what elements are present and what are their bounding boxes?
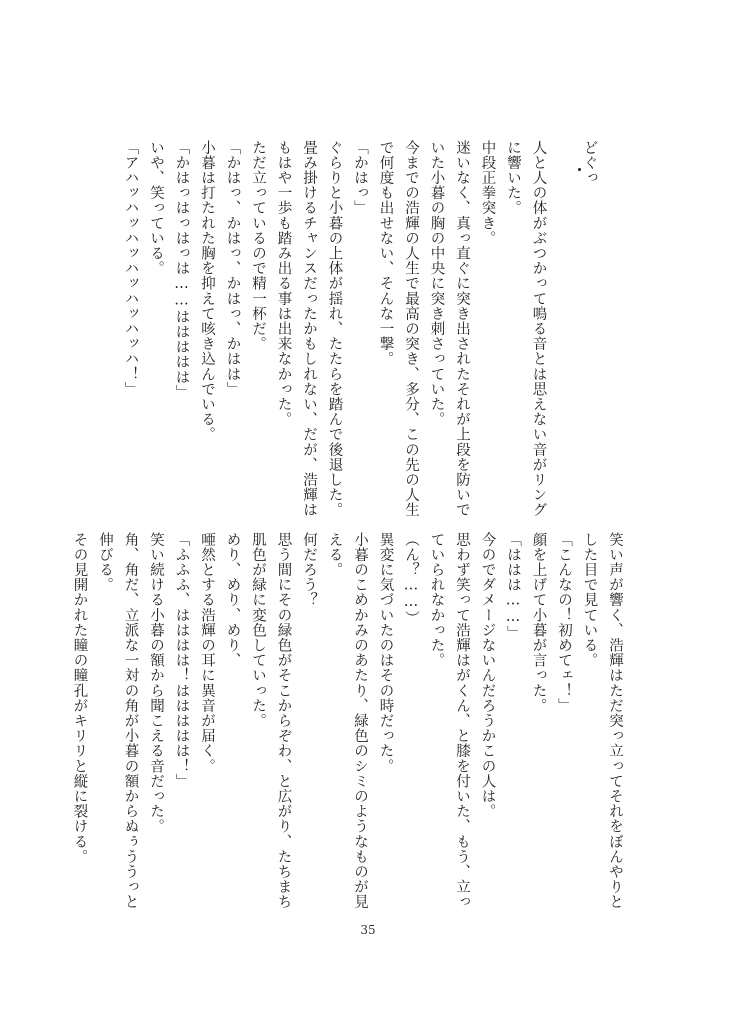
text-column: える。 — [326, 532, 343, 578]
text-column: した目で見ている。 — [581, 532, 598, 668]
text-column: 中段正拳突き。 — [479, 140, 496, 246]
text-column: 思わず笑って浩輝はがくん、と膝を付いた、もう、立っ — [454, 532, 470, 910]
text-column: いた小暮の胸の中央に突き刺さっていた。 — [428, 140, 445, 427]
text-column: どぐっ — [581, 140, 598, 186]
text-column: 「かはっ、かはっ、かはっ、かはは」 — [224, 140, 241, 397]
text-column: 角、角だ、立派な一対の角が小暮の額からぬぅううっと — [122, 532, 139, 910]
text-column: 「こんなの！初めてェ！」 — [556, 532, 572, 714]
text-column: で何度も出せない、そんな一撃。 — [377, 140, 394, 367]
text-column: 畳み掛けるチャンスだったかもしれない、だが、浩輝は — [301, 140, 317, 518]
text-column: ただ立っているので精一杯だ。 — [250, 140, 266, 352]
text-column: 今までの浩輝の人生で最高の突き、多分、この先の人生 — [403, 140, 419, 518]
text-column: 顔を上げて小暮が言った。 — [530, 532, 547, 714]
text-column: いや、笑っている。 — [148, 140, 164, 276]
text-column: に響いた。 — [505, 140, 521, 216]
lower-text-block — [63, 532, 624, 910]
text-column: 「アハッハッハッハッハッハッハ！」 — [122, 140, 139, 397]
text-column: その見開かれた瞳の瞳孔がキリリと縦に裂ける。 — [71, 532, 88, 865]
text-column: ていられなかった。 — [428, 532, 445, 668]
text-column: 唖然とする浩輝の耳に異音が届く。 — [199, 532, 215, 774]
text-column: 伸びる。 — [97, 532, 113, 593]
text-column: 笑い声が響く、浩輝はただ突っ立ってそれをぼんやりと — [607, 532, 623, 910]
text-column: 今のでダメージないんだろうかこの人は。 — [479, 532, 496, 819]
page-number: 35 — [360, 923, 376, 937]
text-column: 肌色が緑に変色していった。 — [250, 532, 266, 729]
text-column: 異変に気づいたのはその時だった。 — [377, 532, 394, 774]
text-column: 思う間にその緑色がそこからぞわ、と広がり、たちまち — [275, 532, 292, 910]
text-column: 「ははは……」 — [505, 532, 521, 641]
text-column: （ん？……） — [403, 532, 419, 626]
text-column: 小暮は打たれた胸を抑えて咳き込んでいる。 — [199, 140, 215, 442]
text-column: 「ふふふ、はははは！ははははは！」 — [173, 532, 190, 789]
text-column: ぐらりと小暮の上体が揺れ、たたらを踏んで後退した。 — [326, 140, 343, 518]
text-column: 笑い続ける小暮の額から聞こえる音だった。 — [148, 532, 164, 834]
text-column: 「かはっ」 — [352, 140, 368, 216]
text-column: 迷いなく、真っ直ぐに突き出されたそれが上段を防いで — [454, 140, 470, 518]
text-column: 「かはっはっはっは……ははははは」 — [173, 140, 190, 400]
text-column: 何だろう？ — [301, 532, 317, 608]
text-column: 人と人の体がぶつかって鳴る音とは思えない音がリング — [530, 140, 547, 518]
text-column: めり、めり、めり、 — [224, 532, 241, 668]
text-column: 小暮のこめかみのあたり、緑色のシミのようなものが見 — [352, 532, 368, 910]
upper-text-block — [114, 140, 624, 540]
text-column: もはや一歩も踏み出る事は出来なかった。 — [275, 140, 292, 427]
